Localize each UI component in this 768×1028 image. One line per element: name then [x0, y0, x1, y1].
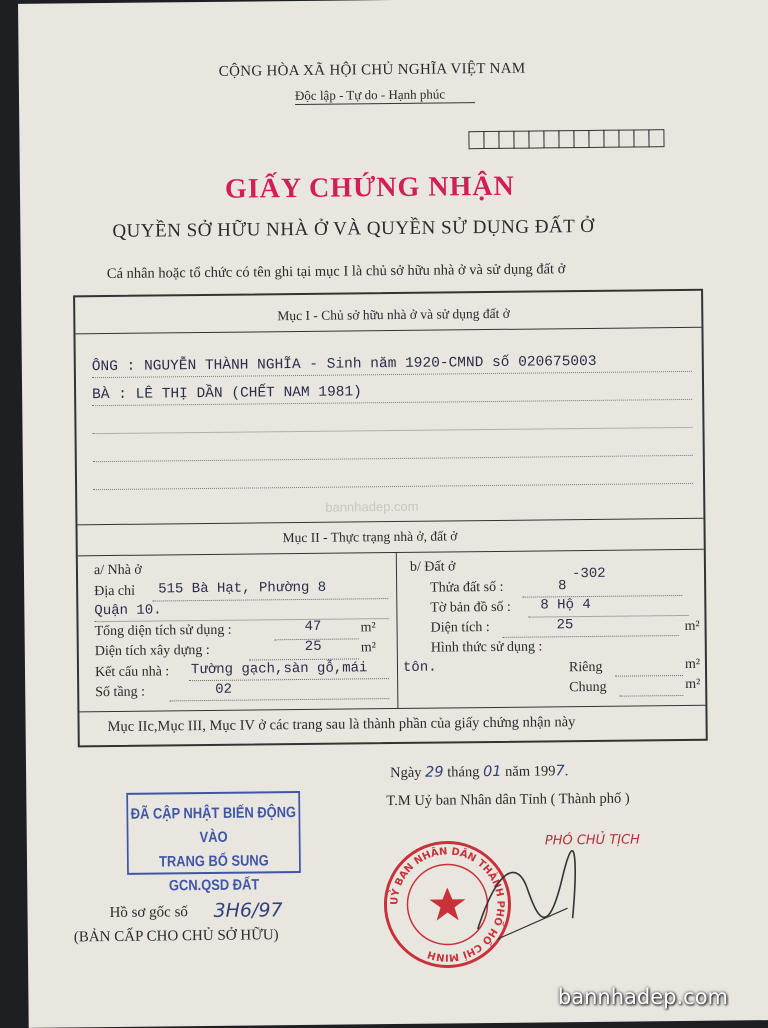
owner-line-2: BÀ : LÊ THỊ DẦN (CHẾT NAM 1981)	[92, 384, 362, 404]
unit-m2: m²	[360, 620, 376, 636]
copy-note: (BẢN CẤP CHO CHỦ SỞ HỮU)	[73, 927, 279, 946]
date-day: 29	[425, 764, 444, 781]
national-motto: Độc lập - Tự do - Hạnh phúc	[294, 86, 446, 104]
land-area-value: 25	[556, 617, 574, 634]
built-area-label: Diện tích xây dựng :	[94, 642, 210, 660]
plot-value: 8	[558, 578, 567, 595]
footer-note: Mục IIc,Mục III, Mục IV ở các trang sau là thành phần của giấy chứng nhận này	[107, 714, 576, 736]
section1-heading: Mục I - Chủ sở hữu nhà ở và sử dụng đất ở	[277, 305, 510, 324]
update-stamp: ĐÃ CẬP NHẬT BIẾN ĐỘNG VÀO TRANG BỔ SUNG GCN.QSD ĐẤT	[126, 791, 301, 875]
structure-value-cont: tôn.	[402, 659, 437, 676]
signature-title: PHÓ CHỦ TỊCH	[544, 832, 640, 849]
built-area-value: 25	[304, 638, 322, 655]
file-label: Hồ sơ gốc số	[109, 904, 188, 922]
total-area-value: 47	[304, 618, 322, 635]
plot-superscript: -302	[571, 565, 606, 583]
signature	[467, 848, 588, 949]
document-subtitle: QUYỀN SỞ HỮU NHÀ Ở VÀ QUYỀN SỬ DỤNG ĐẤT Ở	[112, 215, 595, 242]
address-label: Địa chỉ	[94, 583, 136, 600]
svg-text:UỶ BAN NHÂN DÂN THÀNH PHỐ HỒ C: UỶ BAN NHÂN DÂN THÀNH PHỐ HỒ CHÍ MINH	[389, 846, 506, 963]
mid-watermark: bannhadep.com	[325, 498, 419, 515]
land-heading: b/ Đất ở	[409, 559, 456, 575]
unit-m2: m²	[685, 676, 701, 692]
document-title: GIẤY CHỨNG NHẬN	[224, 170, 515, 205]
total-area-label: Tổng diện tích sử dụng :	[94, 622, 232, 640]
section2-heading: Mục II - Thực trạng nhà ở, đất ở	[282, 528, 458, 546]
structure-value: Tường gạch,sàn gỗ,mái	[190, 660, 368, 679]
unit-m2: m²	[360, 640, 376, 656]
map-label: Tờ bản đồ số :	[430, 599, 511, 616]
structure-label: Kết cấu nhà :	[94, 664, 170, 681]
issue-date: Ngày 29 tháng 01 năm 1997.	[390, 763, 569, 782]
house-heading: a/ Nhà ở	[93, 562, 142, 579]
file-number: 3H6/97	[213, 899, 283, 922]
floors-label: Số tầng :	[95, 684, 146, 701]
column-divider	[396, 552, 399, 708]
usage-label: Hình thức sử dụng :	[430, 639, 543, 656]
intro-text: Cá nhân hoặc tổ chức có tên ghi tại mục I là chủ sở hữu nhà ở và sử dụng đất ở	[106, 261, 566, 283]
divider	[75, 327, 701, 335]
date-month: 01	[482, 763, 502, 781]
unit-m2: m²	[684, 656, 701, 672]
date-year: 7	[555, 763, 565, 780]
private-label: Riêng	[568, 659, 603, 676]
address-value: 515 Bà Hạt, Phường 8	[158, 579, 327, 598]
unit-m2: m²	[684, 618, 700, 634]
authority: T.M Uỷ ban Nhân dân Tỉnh ( Thành phố )	[386, 790, 630, 810]
country-name: CỘNG HÒA XÃ HỘI CHỦ NGHĨA VIỆT NAM	[218, 60, 526, 80]
floors-value: 02	[215, 681, 233, 698]
address-value-2: Quận 10.	[94, 602, 162, 620]
certificate-paper	[18, 0, 768, 1028]
plot-label: Thửa đất số :	[430, 579, 504, 596]
land-area-label: Diện tích :	[430, 620, 490, 636]
map-value: 8 Hộ 4	[540, 596, 591, 614]
owner-line-1: ÔNG : NGUYỄN THÀNH NGHĨA - Sinh năm 1920-CMND số 020675003	[91, 353, 597, 376]
site-watermark: bannhadep.com	[557, 985, 728, 1009]
serial-number-boxes	[469, 129, 664, 149]
common-label: Chung	[569, 679, 607, 696]
main-frame	[73, 289, 708, 748]
